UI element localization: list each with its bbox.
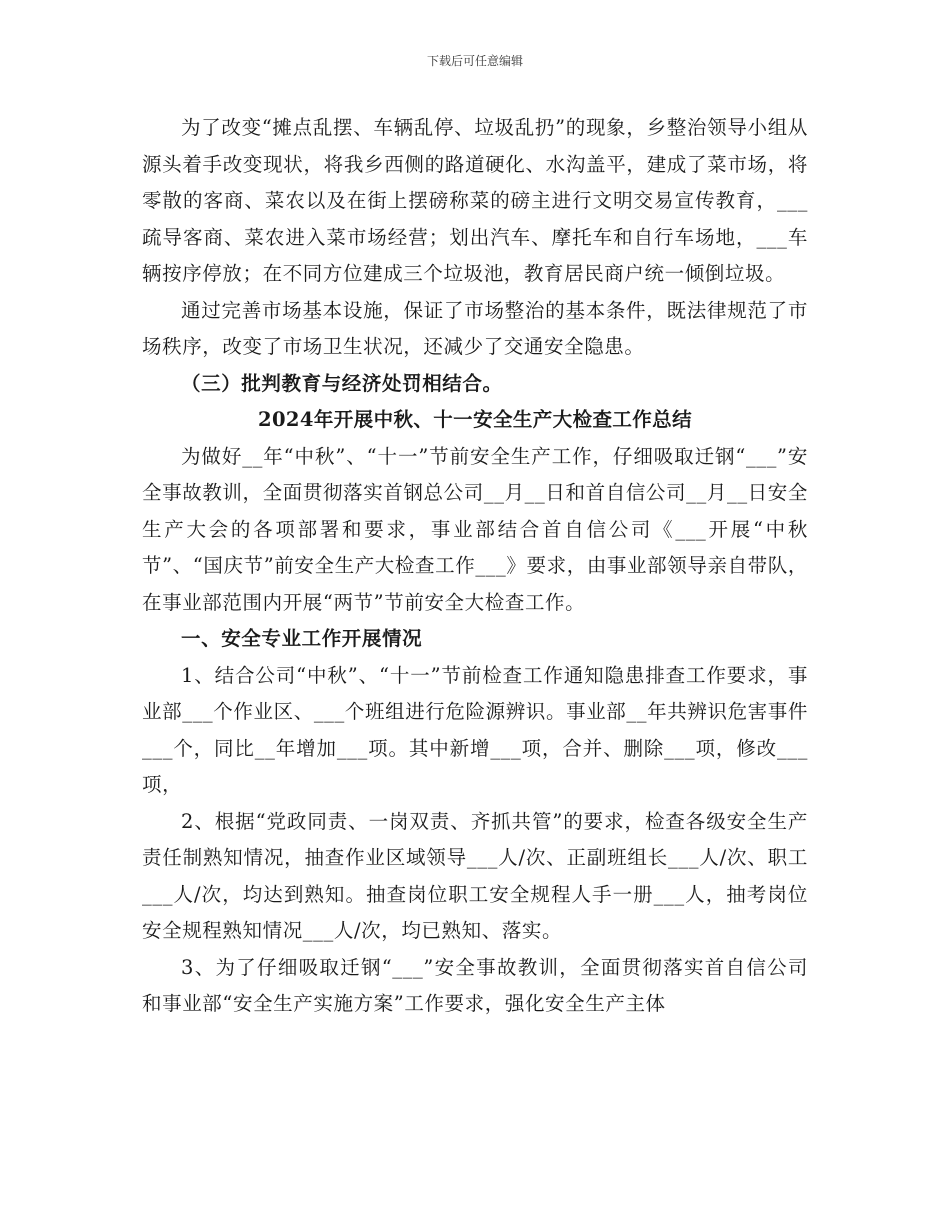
paragraph-market-reform: 为了改变“摊点乱摆、车辆乱停、垃圾乱扔”的现象，乡整治领导小组从源头着手改变现状，将我乡西侧的路道硬化、水沟盖平，建成了菜市场，将零散的客商、菜农以及在街上摆磅称菜的磅主进行文明交易宣传教育，___疏导客商、菜农进入菜市场经营；划出汽车、摩托车和自行车场地，___车辆按序停放；在不同方位建成三个垃圾池，教育居民商户统一倾倒垃圾。 [142, 116, 808, 285]
paragraph-item-1: 1、结合公司“中秋”、“十一”节前检查工作通知隐患排查工作要求，事业部___个作业区、___个班组进行危险源辨识。事业部__年共辨识危害事件___个，同比__年增加___项。其中新增___项，合并、删除___项，修改___项， [142, 663, 808, 796]
paragraph-item-2: 2、根据“党政同责、一岗双责、齐抓共管”的要求，检查各级安全生产责任制熟知情况，抽查作业区域领导___人/次、正副班组长___人/次、职工___人/次，均达到熟知。抽查岗位职工安全规程人手一册___人，抽考岗位安全规程熟知情况___人/次，均已熟知、落实。 [142, 809, 808, 942]
document-body [142, 110, 808, 1023]
paragraph-item-3: 3、为了仔细吸取迁钢“___”安全事故教训，全面贯彻落实首自信公司和事业部“安全生产实施方案”工作要求，强化安全生产主体 [142, 955, 808, 1015]
paragraph-intro: 为做好__年“中秋”、“十一”节前安全生产工作，仔细吸取迁钢“___”安全事故教训，全面贯彻落实首钢总公司__月__日和首自信公司__月__日安全生产大会的各项部署和要求，事业部结合首自信公司《___开展“中秋节”、“国庆节”前安全生产大检查工作___》要求，由事业部领导亲自带队，在事业部范围内开展“两节”节前安全大检查工作。 [142, 444, 808, 614]
document-title: 2024年开展中秋、十一安全生产大检查工作总结 [258, 408, 692, 431]
paragraph-market-facilities: 通过完善市场基本设施，保证了市场整治的基本条件，既法律规范了市场秩序，改变了市场卫生状况，还减少了交通安全隐患。 [142, 298, 808, 358]
page-header: 下载后可任意编辑 [426, 54, 523, 68]
section-heading-1: 一、安全专业工作开展情况 [181, 627, 423, 650]
section-heading-3: （三）批判教育与经济处罚相结合。 [181, 371, 503, 395]
